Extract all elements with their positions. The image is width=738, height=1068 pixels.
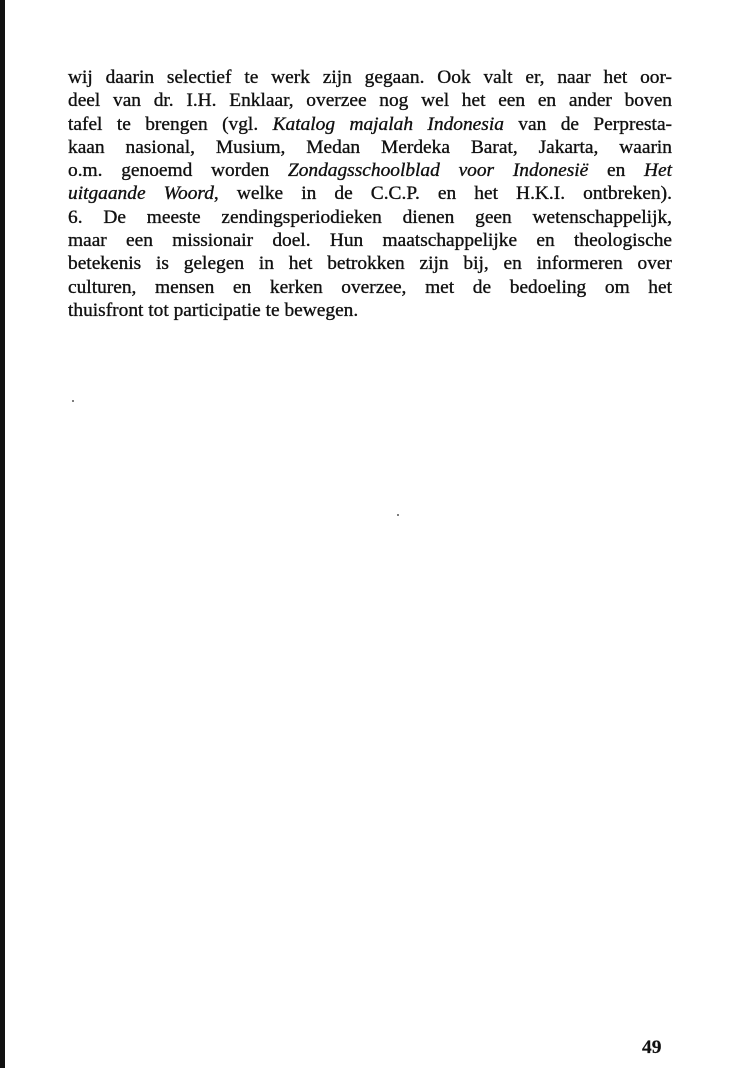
- page-number: 49: [642, 1037, 662, 1058]
- text-line: betekenis is gelegen in het betrokken zijn bij, en informeren over: [68, 253, 672, 275]
- text-line: wij daarin selectief te werk zijn gegaan. Ook valt er, naar het oor-: [68, 67, 672, 88]
- text-line: kaan nasional, Musium, Medan Merdeka Barat, Jakarta, waarin: [68, 136, 672, 158]
- text-line: deel van dr. I.H. Enklaar, overzee nog wel het een en ander boven: [68, 90, 672, 112]
- page-body-text: [68, 66, 672, 322]
- text-line: tafel te brengen (vgl. Katalog majalah Indonesia van de Perpresta-: [68, 113, 673, 135]
- text-line: thuisfront tot participatie te bewegen.: [68, 299, 359, 321]
- text-line: uitgaande Woord, welke in de C.C.P. en het H.K.I. ontbreken).: [68, 183, 672, 205]
- text-line: culturen, mensen en kerken overzee, met de bedoeling om het: [68, 276, 672, 298]
- print-speck: [397, 514, 399, 516]
- text-line: o.m. genoemd worden Zondagsschoolblad voor Indonesië en Het: [68, 160, 673, 182]
- italic-title: Katalog majalah Indonesia: [272, 113, 504, 135]
- text-line: 6. De meeste zendingsperiodieken dienen geen wetenschappelijk,: [68, 206, 672, 228]
- italic-title: Zondagsschoolblad voor Indonesië: [287, 160, 589, 182]
- text-line: maar een missionair doel. Hun maatschappelijke en theologische: [68, 230, 672, 252]
- page-binding-edge: [0, 0, 5, 1068]
- print-speck: [72, 400, 74, 402]
- italic-title: uitgaande Woord: [68, 183, 214, 205]
- italic-title: Het: [644, 160, 673, 182]
